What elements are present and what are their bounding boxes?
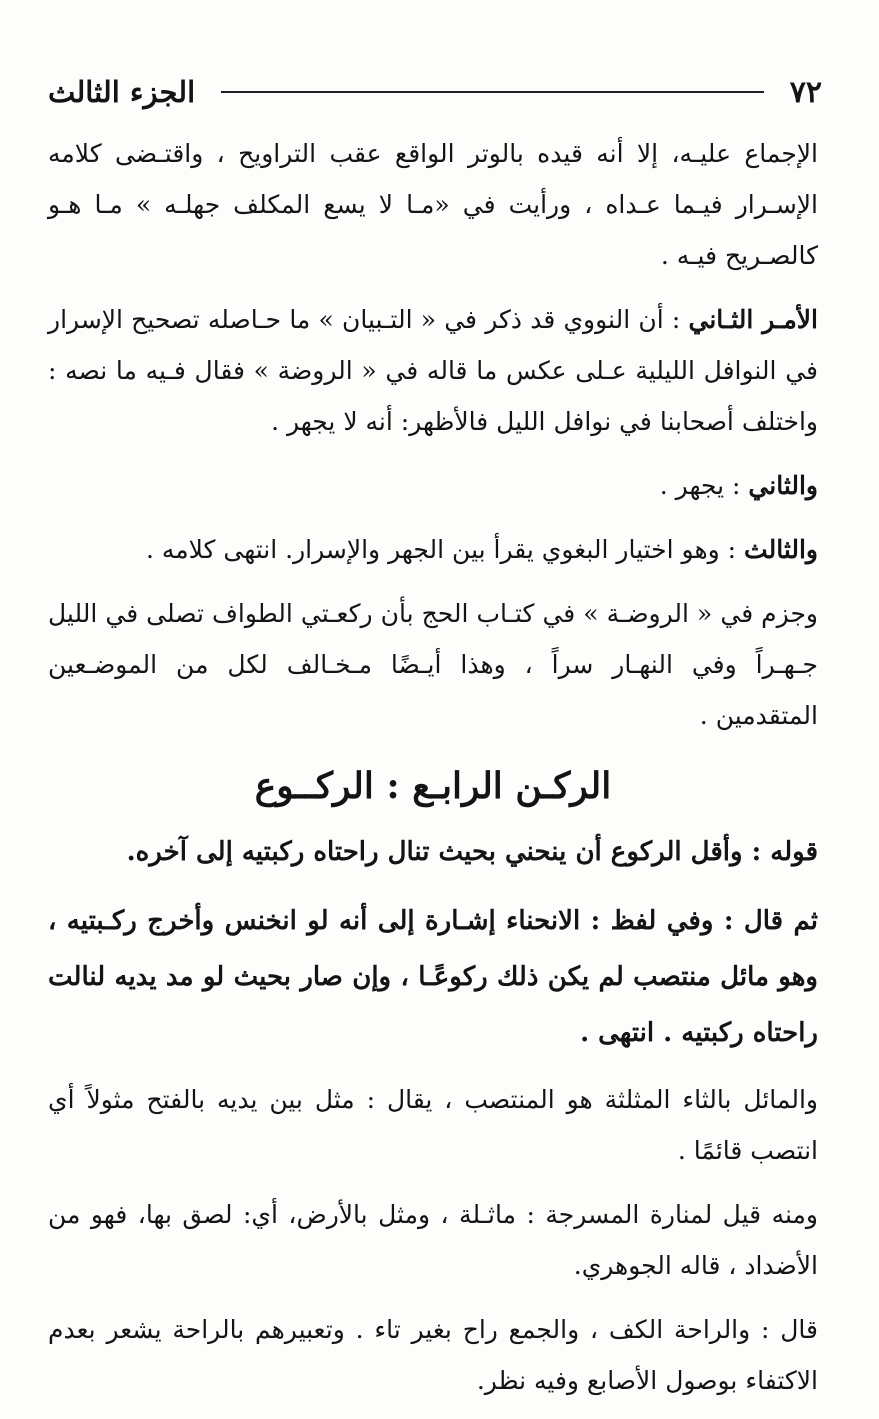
paragraph [48, 524, 818, 575]
paragraph: والمائل بالثاء المثلثة هو المنتصب ، يقال : مثل بين يديه بالفتح مثولاً أي انتصب قائمًا . [48, 1085, 818, 1165]
paragraph-text: : وهو اختيار البغوي يقرأ بين الجهر والإسرار. انتهى كلامه . [145, 535, 737, 564]
quoted-text: ثم قال : وفي لفظ : الانحناء إشـارة إلى أنه لو انخنس وأخرج ركـبتيه ، وهو مائل منتصب لم يكن ذلك ركوعًـا ، وإن صار بحيث لو مد يديه لنالت راحتاه ركبتيه . انتهى . [48, 906, 818, 1048]
paragraph-text: : أن النووي قد ذكر في « التـبيان » ما حـاصله تصحيح الإسرار في النوافل الليلية عـلى عكس ما قاله في « الروضة » فقال فـيه ما نصه : واختلف أصحابنا في نوافل الليل فالأظهر: أنه لا يجهر . [48, 305, 818, 436]
paragraph: ومنه قيل لمنارة المسرجة : ماثـلة ، ومثل بالأرض، أي: لصق بها، فهو من الأضداد ، قاله الجوهري. [48, 1200, 818, 1280]
quoted-text: قوله : وأقل الركوع أن ينحني بحيث تنال راحتاه ركبتيه إلى آخره. [126, 837, 818, 867]
paragraph: وجزم في « الروضـة » في كتـاب الحج بأن ركعـتي الطواف تصلى في الليل جـهـراً وفي النهـار سراً ، وهذا أيـضًا مـخـالف لكل من الموضـعين المتقدمين . [48, 599, 818, 730]
paragraph-label: والثاني [748, 471, 818, 500]
paragraph: قال : والراحة الكف ، والجمع راح بغير تاء . وتعبيرهم بالراحة يشعر بعدم الاكتفاء بوصول الأصابع وفيه نظر. [48, 1315, 818, 1395]
paragraph-text: : يجهر . [659, 471, 741, 500]
page-body [48, 128, 818, 1419]
paragraph-label: والثالث [744, 535, 818, 564]
section-heading: الركـن الرابـع : الركــوع [254, 765, 612, 807]
paragraph [48, 460, 818, 511]
page-number: ٧٢ [789, 74, 822, 110]
header-rule [221, 91, 764, 93]
paragraph-label: الأمـر الثـاني [688, 305, 818, 334]
page-header [48, 72, 822, 112]
paragraph: الإجماع عليـه، إلا أنه قيده بالوتر الواقع عقب التراويح ، واقتـضى كلامه الإسـرار فيـما عـداه ، ورأيت في «مـا لا يسع المكلف جهلـه » مـا هـو كالصـريح فيـه . [48, 139, 818, 270]
part-title: الجزء الثالث [48, 75, 196, 109]
paragraph [48, 294, 818, 447]
